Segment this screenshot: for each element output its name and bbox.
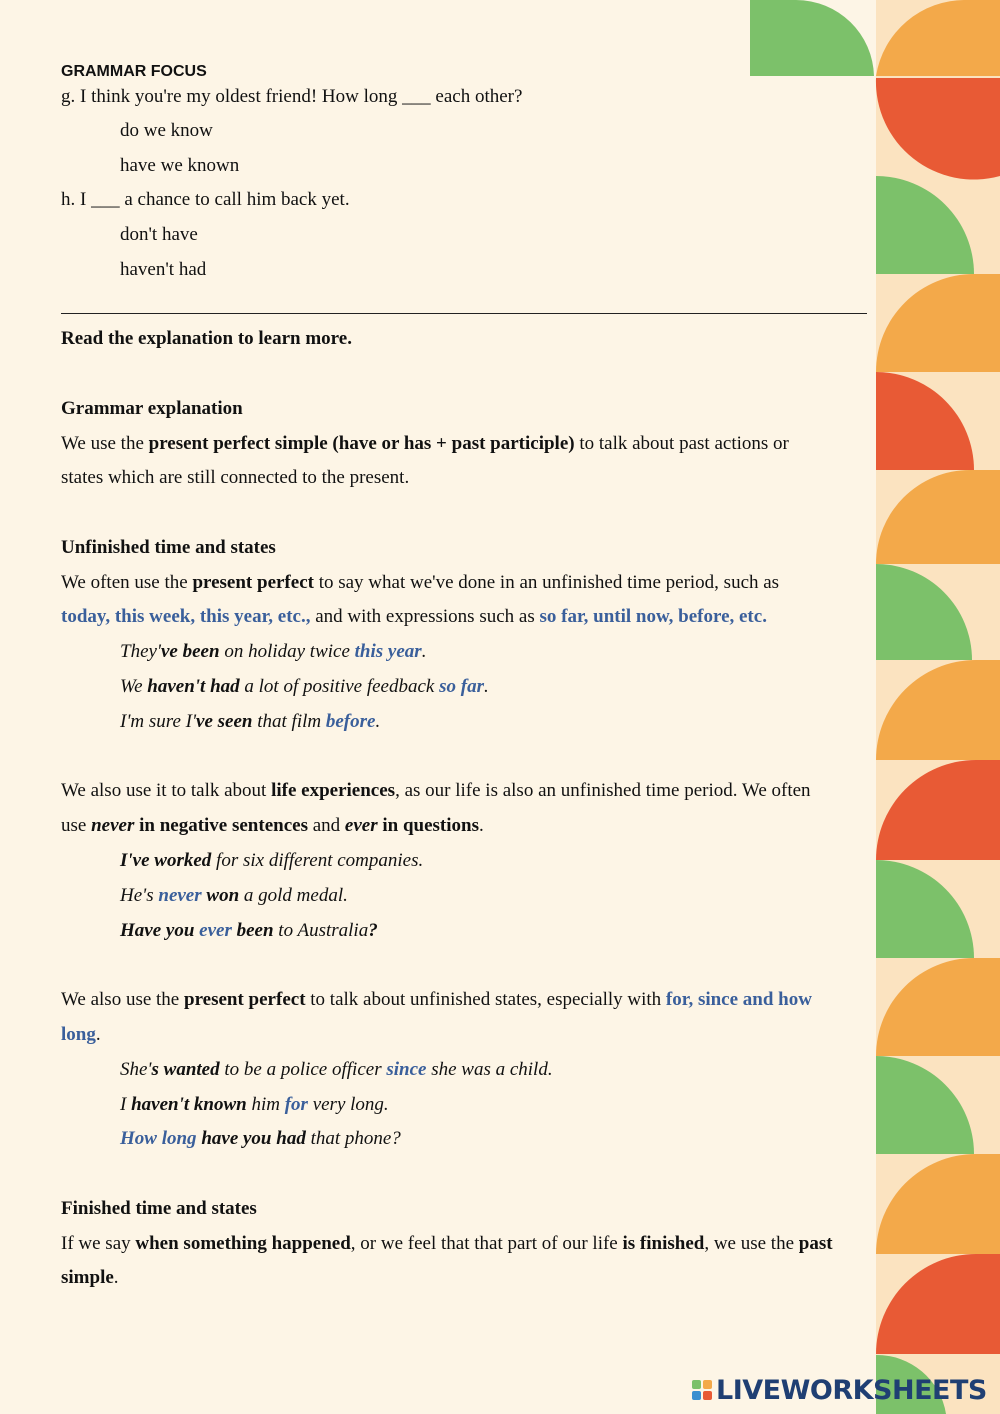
logo-mark-icon [692, 1380, 712, 1400]
life-line-2: use never in negative sentences and ever in questions. [61, 815, 484, 836]
unfinished-example-2: We haven't had a lot of positive feedback so far. [120, 676, 489, 697]
life-example-2: He's never won a gold medal. [120, 885, 348, 906]
explanation-heading: Grammar explanation [61, 398, 243, 419]
unfinished-line-2: today, this week, this year, etc., and with expressions such as so far, until now, before, etc. [61, 606, 767, 627]
liveworksheets-logo[interactable] [692, 1376, 987, 1404]
question-h-option-2[interactable]: haven't had [120, 259, 207, 280]
question-h-option-1[interactable]: don't have [120, 224, 198, 245]
finished-line-1: If we say when something happened, or we feel that that part of our life is finished, we use the past [61, 1233, 833, 1254]
explanation-line-1: We use the present perfect simple (have or has + past participle) to talk about past actions or [61, 433, 789, 454]
unfinished-example-1: They've been on holiday twice this year. [120, 641, 427, 662]
separator-line [61, 313, 867, 314]
finished-line-2: simple. [61, 1267, 119, 1288]
finished-heading: Finished time and states [61, 1198, 257, 1219]
logo-text: LIVEWORKSHEETS [716, 1374, 987, 1406]
states-example-3: How long have you had that phone? [120, 1128, 401, 1149]
life-example-1: I've worked for six different companies. [120, 850, 424, 871]
life-example-3: Have you ever been to Australia? [120, 920, 378, 941]
states-example-1: She's wanted to be a police officer since she was a child. [120, 1059, 553, 1080]
unfinished-example-3: I'm sure I've seen that film before. [120, 711, 381, 732]
intro-text: Read the explanation to learn more. [61, 328, 352, 349]
states-line-1: We also use the present perfect to talk about unfinished states, especially with for, since and how [61, 989, 812, 1010]
unfinished-line-1: We often use the present perfect to say what we've done in an unfinished time period, such as [61, 572, 780, 593]
states-example-2: I haven't known him for very long. [120, 1094, 389, 1115]
explanation-line-2: states which are still connected to the present. [61, 467, 410, 488]
life-line-1: We also use it to talk about life experiences, as our life is also an unfinished time period. We often [61, 780, 811, 801]
question-g-prompt: g. I think you're my oldest friend! How long ___ each other? [61, 86, 523, 107]
states-line-2: long. [61, 1024, 101, 1045]
unfinished-heading: Unfinished time and states [61, 537, 276, 558]
question-g-option-1[interactable]: do we know [120, 120, 213, 141]
page-title: GRAMMAR FOCUS [61, 63, 207, 80]
question-g-option-2[interactable]: have we known [120, 155, 240, 176]
question-h-prompt: h. I ___ a chance to call him back yet. [61, 189, 350, 210]
